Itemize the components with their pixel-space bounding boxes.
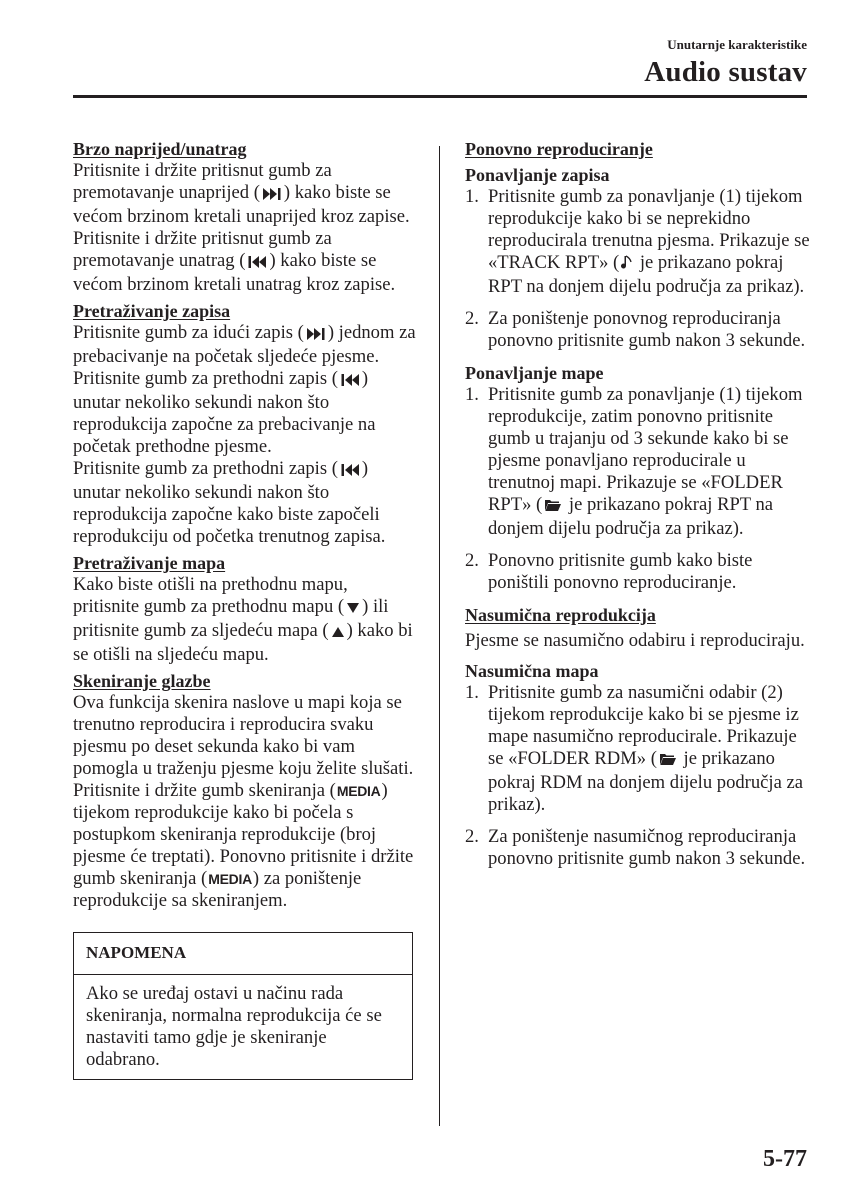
- folder-down-icon: [346, 598, 360, 620]
- folder-up-icon: [331, 622, 345, 644]
- page-number: 5-77: [763, 1146, 807, 1172]
- subheading-random-folder: Nasumična mapa: [465, 661, 599, 681]
- rewind-icon: [340, 460, 360, 482]
- heading-folder-search: Pretraživanje mapa: [73, 553, 226, 573]
- paragraph: Pritisnite gumb za idući zapis ( ) jednom za prebacivanje na početak sljedeće pjesme.: [73, 322, 416, 367]
- list-item: 1. Pritisnite gumb za nasumični odabir (2) tijekom reprodukcije kako bi se pjesme iz mape nasumično reproducirale. Prikazuje se «FOLDER RDM» ( je prikazano pokraj RDM na donjem dijelu područja za prikaz).: [465, 682, 803, 815]
- fast-forward-icon: [306, 324, 326, 346]
- paragraph: Kako biste otišli na prethodnu mapu, pritisnite gumb za prethodnu mapu ( ) ili pritisnite gumb za sljedeću mapa ( ) kako bi se otišli na sljedeću mapu.: [73, 574, 413, 665]
- right-column: [465, 138, 810, 880]
- folder-icon: [544, 496, 562, 518]
- note-box: [73, 932, 413, 1080]
- list-item: 2. Za poništenje ponovnog reproduciranja ponovno pritisnite gumb nakon 3 sekunde.: [465, 308, 806, 351]
- paragraph: Pritisnite gumb za prethodni zapis ( ) unutar nekoliko sekundi nakon što reprodukcija započne za prebacivanje na početak prethodne pjesme.: [73, 368, 376, 457]
- rewind-icon: [340, 370, 360, 392]
- paragraph: Pritisnite i držite pritisnut gumb za premotavanje unaprijed ( ) kako biste se većom brzinom kretali unaprijed kroz zapise.: [73, 160, 410, 227]
- list-item: 1. Pritisnite gumb za ponavljanje (1) tijekom reprodukcije kako bi se neprekidno reproducirala trenutna pjesma. Prikazuje se «TRACK RPT» ( je prikazano pokraj RPT na donjem dijelu područja za prikaz).: [465, 186, 810, 297]
- left-column: [73, 138, 418, 1080]
- heading-fast-forward: Brzo naprijed/unatrag: [73, 139, 247, 159]
- paragraph: Ova funkcija skenira naslove u mapi koja se trenutno reproducira i reproducira svaku pjesmu po deset sekunda kako bi vam pomogla u traženju pjesme koju želite slušati.: [73, 692, 414, 779]
- subheading-track-repeat: Ponavljanje zapisa: [465, 165, 610, 185]
- paragraph: Pjesme se nasumično odabiru i reproduciraju.: [465, 630, 805, 651]
- folder-icon: [659, 750, 677, 772]
- subheading-folder-repeat: Ponavljanje mape: [465, 363, 604, 383]
- column-divider: [439, 146, 440, 1126]
- heading-track-search: Pretraživanje zapisa: [73, 301, 231, 321]
- paragraph: Pritisnite i držite gumb skeniranja (MEDIA) tijekom reprodukcije kako bi počela s postupkom skeniranja reprodukcije (broj pjesme će treptati). Ponovno pritisnite i držite gumb skeniranja (MEDIA) za poništenje reprodukcije sa skeniranjem.: [73, 780, 414, 911]
- media-icon: MEDIA: [208, 871, 252, 887]
- fast-forward-icon: [262, 184, 282, 206]
- note-body: Ako se uređaj ostavi u načinu rada skeniranja, normalna reprodukcija će se nastaviti tamo gdje je skeniranje odabrano.: [86, 983, 382, 1070]
- heading-repeat-playback: Ponovno reproduciranje: [465, 139, 653, 159]
- rewind-icon: [247, 252, 267, 274]
- list-item: 2. Ponovno pritisnite gumb kako biste poništili ponovno reproduciranje.: [465, 550, 753, 593]
- list-item: 1. Pritisnite gumb za ponavljanje (1) tijekom reprodukcije, zatim ponovno pritisnite gumb u trajanju od 3 sekunde kako bi se pjesme ponavljano reproducirale u trenutnoj mapi. Prikazuje se «FOLDER RPT» ( je prikazano pokraj RPT na donjem dijelu područja za prikaz).: [465, 384, 803, 539]
- page-title: Audio sustav: [644, 56, 807, 88]
- list-item: 2. Za poništenje nasumičnog reproduciranja ponovno pritisnite gumb nakon 3 sekunde.: [465, 826, 806, 869]
- music-note-icon: [621, 254, 633, 276]
- heading-music-scan: Skeniranje glazbe: [73, 671, 211, 691]
- heading-random-playback: Nasumična reprodukcija: [465, 605, 656, 625]
- section-subtitle: Unutarnje karakteristike: [667, 37, 807, 52]
- media-icon: MEDIA: [336, 783, 381, 799]
- paragraph: Pritisnite i držite pritisnut gumb za premotavanje unatrag ( ) kako biste se većom brzinom kretali unatrag kroz zapise.: [73, 228, 396, 295]
- header-rule: [73, 95, 807, 98]
- paragraph: Pritisnite gumb za prethodni zapis ( ) unutar nekoliko sekundi nakon što reprodukcija započne kako biste započeli reprodukciju od početka trenutnog zapisa.: [73, 458, 386, 547]
- note-title: NAPOMENA: [74, 933, 412, 975]
